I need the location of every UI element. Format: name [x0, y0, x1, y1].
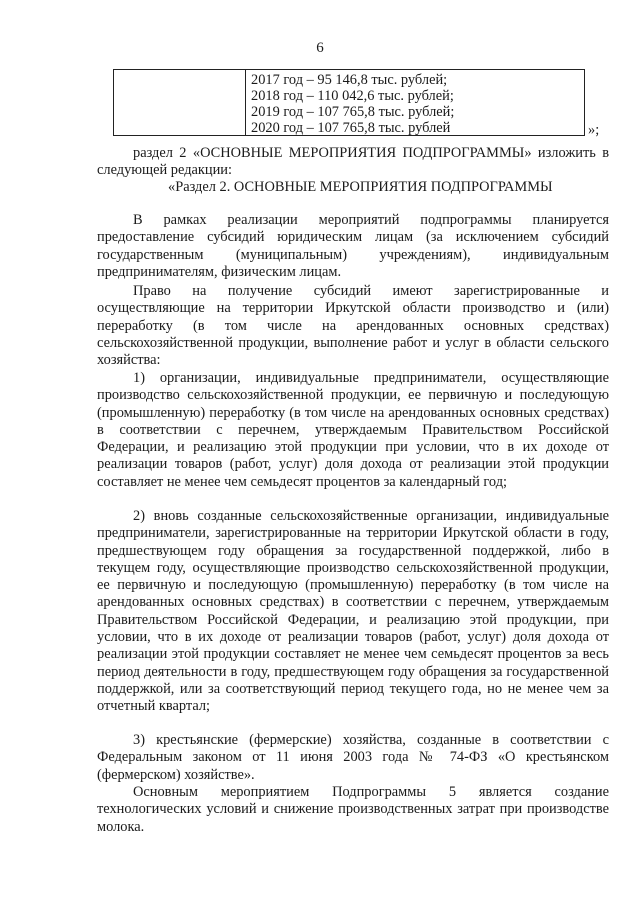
table-column-divider: [245, 70, 246, 135]
funding-line: 2018 год – 110 042,6 тыс. рублей;: [251, 88, 454, 104]
paragraph-main-activity: Основным мероприятием Подпрограммы 5 является создание технологических условий и снижение производственных затрат при производстве молока.: [97, 784, 609, 835]
funding-line: 2017 год – 95 146,8 тыс. рублей;: [251, 72, 448, 88]
paragraph-subsidies: В рамках реализации мероприятий подпрограммы планируется предоставление субсидий юридическим лицам (за исключением субсидий государственным (муниципальным) учреждениям), индивидуальным предпринимателям, физическим лицам.: [97, 212, 609, 280]
funding-line: 2019 год – 107 765,8 тыс. рублей;: [251, 104, 455, 120]
paragraph-eligibility: Право на получение субсидий имеют зарегистрированные и осуществляющие на территории Иркутской области производство и (или) переработку (в том числе на арендованных основных средствах) сельскохозяйственной продукции, выполнение работ и услуг в области сельского хозяйства:: [97, 283, 609, 369]
funding-table: [113, 69, 585, 136]
list-item-1: 1) организации, индивидуальные предприниматели, осуществляющие производство сельскохозяйственной продукции, ее первичную и последующую (промышленную) переработку (в том числе на арендованных основных средствах) в соответствии с перечнем, утверждаемым Правительством Российской Федерации, и реализацию этой продукции при условии, что в их доходе от реализации товаров (работ, услуг) доля дохода от реализации этой продукции составляет не менее чем семьдесят процентов за календарный год;: [97, 370, 609, 490]
funding-line: 2020 год – 107 765,8 тыс. рублей: [251, 120, 451, 136]
intro-paragraph: раздел 2 «ОСНОВНЫЕ МЕРОПРИЯТИЯ ПОДПРОГРАММЫ» изложить в следующей редакции:: [97, 145, 609, 179]
list-item-2: 2) вновь созданные сельскохозяйственные организации, индивидуальные предприниматели, зарегистрированные на территории Иркутской области в году, предшествующем году обращения за государственной поддержкой, либо в текущем году, осуществляющие производство сельскохозяйственной продукции, ее первичную и последующую (промышленную) переработку (в том числе на арендованных основных средствах) в соответствии с перечнем, утверждаемым Правительством Российской Федерации, и реализацию этой продукции, при условии, что в их доходе от реализации товаров (работ, услуг) доля дохода от реализации этой продукции составляет не менее чем семьдесят процентов за весь период деятельности в году, предшествующем году обращения за государственной поддержкой, или за соответствующий период текущего года, но не менее чем за отчетный квартал;: [97, 508, 609, 715]
funding-lines: [251, 72, 454, 136]
page-number: 6: [316, 40, 324, 56]
section-title: «Раздел 2. ОСНОВНЫЕ МЕРОПРИЯТИЯ ПОДПРОГРАММЫ: [168, 179, 553, 195]
closing-quote: »;: [588, 122, 600, 138]
list-item-3: 3) крестьянские (фермерские) хозяйства, созданные в соответствии с Федеральным законом от 11 июня 2003 года № 74-ФЗ «О крестьянском (фермерском) хозяйстве».: [97, 732, 609, 783]
